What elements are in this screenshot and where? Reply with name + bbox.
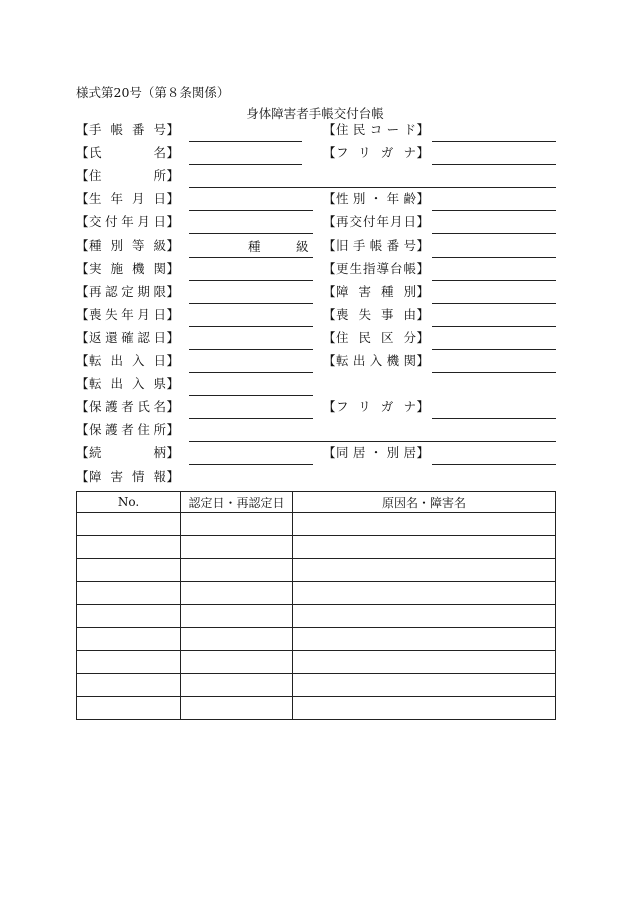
bracket-close: 】 (416, 445, 429, 461)
table-header-row (77, 492, 556, 513)
bracket-close: 】 (416, 145, 429, 161)
table-cell[interactable] (293, 628, 556, 651)
field-label-text: 生年月日 (89, 191, 166, 207)
entry-line[interactable] (189, 210, 313, 211)
field-label-text: 住民区分 (336, 329, 416, 345)
field-label-text: 同居・別居 (336, 445, 416, 461)
header-cause-disability-name: 原因名・障害名 (293, 492, 556, 513)
table-cell[interactable] (77, 513, 181, 536)
entry-line[interactable] (432, 257, 556, 258)
bracket-open: 【 (76, 283, 89, 299)
field-label-text: 種別等級 (89, 237, 166, 253)
table-cell[interactable] (293, 651, 556, 674)
entry-line[interactable] (432, 326, 556, 327)
bracket-open: 【 (323, 283, 336, 299)
bracket-close: 】 (166, 168, 179, 184)
field-label-text: 住所 (89, 168, 166, 184)
entry-line[interactable] (189, 280, 313, 281)
field-label-text: 続柄 (89, 445, 166, 461)
bracket-open: 【 (323, 260, 336, 276)
field-label (76, 213, 179, 231)
bracket-close: 】 (416, 237, 429, 253)
field-label (323, 398, 429, 416)
field-label-text: 転出入日 (89, 353, 166, 368)
grade-shu-label: 種 (248, 239, 261, 254)
bracket-open: 【 (323, 145, 336, 161)
table-cell[interactable] (181, 536, 293, 559)
bracket-close: 】 (416, 399, 429, 415)
field-label (323, 306, 429, 324)
field-label (76, 121, 179, 139)
bracket-open: 【 (76, 445, 89, 461)
table-row (77, 628, 556, 651)
bracket-open: 【 (323, 445, 336, 461)
bracket-open: 【 (323, 399, 336, 415)
entry-line[interactable] (189, 233, 313, 234)
entry-line[interactable] (432, 141, 556, 142)
table-row (77, 513, 556, 536)
bracket-open: 【 (76, 399, 89, 415)
entry-line[interactable] (189, 257, 313, 258)
field-label (76, 167, 179, 185)
entry-line[interactable] (189, 164, 302, 165)
field-label-text: 手帳番号 (89, 122, 166, 137)
bracket-close: 】 (166, 353, 179, 368)
table-cell[interactable] (293, 559, 556, 582)
field-label-text: 喪失事由 (336, 306, 416, 322)
bracket-open: 【 (76, 468, 89, 484)
field-label-text: 保護者氏名 (89, 399, 166, 415)
table-cell[interactable] (293, 674, 556, 697)
field-label-text: 交付年月日 (89, 214, 166, 230)
field-label-text: 返還確認日 (89, 329, 166, 345)
entry-line[interactable] (189, 418, 313, 419)
table-cell[interactable] (181, 605, 293, 628)
field-label-text: 実施機関 (89, 260, 166, 276)
bracket-open: 【 (76, 260, 89, 276)
field-label (323, 237, 429, 255)
bracket-open: 【 (76, 122, 89, 137)
table-row (77, 674, 556, 697)
entry-line[interactable] (189, 349, 313, 350)
bracket-close: 】 (166, 122, 179, 137)
entry-line[interactable] (432, 418, 556, 419)
entry-line[interactable] (432, 164, 556, 165)
field-label-text: 転出入機関 (336, 353, 416, 368)
table-cell[interactable] (77, 628, 181, 651)
table-cell[interactable] (181, 697, 293, 720)
table-cell[interactable] (293, 513, 556, 536)
entry-line[interactable] (189, 441, 556, 442)
field-label-text: 再認定期限 (89, 283, 166, 299)
table-row (77, 697, 556, 720)
bracket-close: 】 (416, 122, 429, 137)
table-cell[interactable] (77, 674, 181, 697)
bracket-open: 【 (323, 329, 336, 345)
bracket-close: 】 (166, 468, 179, 484)
entry-line[interactable] (189, 372, 313, 373)
header-no: No. (77, 492, 181, 513)
bracket-close: 】 (416, 329, 429, 345)
entry-line[interactable] (432, 464, 556, 465)
field-label (76, 144, 179, 162)
field-label-text: 旧手帳番号 (336, 237, 416, 253)
bracket-open: 【 (76, 353, 89, 368)
table-row (77, 582, 556, 605)
field-label-text: 転出入県 (89, 376, 166, 392)
entry-line[interactable] (432, 372, 556, 373)
bracket-close: 】 (416, 353, 429, 368)
field-label (323, 144, 429, 162)
entry-line[interactable] (189, 395, 313, 396)
field-label (323, 190, 429, 208)
bracket-open: 【 (76, 329, 89, 345)
entry-line[interactable] (432, 233, 556, 234)
table-cell[interactable] (77, 651, 181, 674)
disability-info-table (76, 491, 556, 720)
header-certification-date: 認定日・再認定日 (181, 492, 293, 513)
table-body (77, 513, 556, 720)
table-cell[interactable] (181, 628, 293, 651)
form-number: 様式第20号（第８条関係） (76, 85, 230, 100)
grade-kyu-label: 級 (296, 239, 309, 254)
field-label (76, 444, 179, 462)
field-label-text: フリガナ (336, 145, 416, 161)
table-cell[interactable] (77, 582, 181, 605)
bracket-open: 【 (323, 237, 336, 253)
entry-line[interactable] (432, 210, 556, 211)
bracket-open: 【 (76, 422, 89, 438)
bracket-open: 【 (323, 353, 336, 368)
field-label-text: 保護者住所 (89, 422, 166, 438)
field-label-text: フリガナ (336, 399, 416, 415)
bracket-open: 【 (76, 376, 89, 392)
table-cell[interactable] (77, 697, 181, 720)
field-label (323, 260, 429, 278)
bracket-open: 【 (76, 237, 89, 253)
field-label-text: 性別・年齢 (336, 191, 416, 207)
bracket-close: 】 (166, 214, 179, 230)
table-cell[interactable] (181, 513, 293, 536)
table-cell[interactable] (181, 582, 293, 605)
table-cell[interactable] (181, 651, 293, 674)
field-label-text: 障害種別 (336, 283, 416, 299)
field-label (323, 352, 429, 370)
bracket-close: 】 (416, 306, 429, 322)
entry-line[interactable] (432, 349, 556, 350)
bracket-close: 】 (416, 260, 429, 276)
field-label (323, 444, 429, 462)
bracket-open: 【 (76, 145, 89, 161)
entry-line[interactable] (432, 303, 556, 304)
entry-line[interactable] (189, 187, 556, 188)
field-label (76, 352, 179, 370)
entry-line[interactable] (189, 141, 302, 142)
form-title: 身体障害者手帳交付台帳 (246, 106, 384, 121)
entry-line[interactable] (189, 464, 313, 465)
field-label (323, 121, 429, 139)
field-label-text: 喪失年月日 (89, 306, 166, 322)
table-cell[interactable] (77, 536, 181, 559)
bracket-open: 【 (76, 214, 89, 230)
table-cell[interactable] (181, 559, 293, 582)
field-label (76, 190, 179, 208)
field-label (76, 421, 179, 439)
field-label (76, 260, 179, 278)
table-cell[interactable] (77, 605, 181, 628)
bracket-close: 】 (166, 306, 179, 322)
bracket-close: 】 (416, 283, 429, 299)
bracket-close: 】 (166, 283, 179, 299)
bracket-close: 】 (166, 445, 179, 461)
bracket-close: 】 (166, 376, 179, 392)
table-cell[interactable] (293, 536, 556, 559)
bracket-open: 【 (76, 191, 89, 207)
bracket-open: 【 (323, 306, 336, 322)
bracket-close: 】 (166, 237, 179, 253)
bracket-open: 【 (76, 306, 89, 322)
field-label (76, 398, 179, 416)
bracket-open: 【 (76, 168, 89, 184)
field-label (76, 283, 179, 301)
field-label (323, 283, 429, 301)
entry-line[interactable] (189, 303, 313, 304)
table-cell[interactable] (293, 697, 556, 720)
field-label (76, 329, 179, 347)
bracket-close: 】 (416, 214, 429, 230)
bracket-close: 】 (416, 191, 429, 207)
table-cell[interactable] (181, 674, 293, 697)
field-label-text: 更生指導台帳 (336, 260, 416, 276)
field-label (76, 237, 179, 255)
bracket-close: 】 (166, 329, 179, 345)
field-label-text: 住民コード (336, 122, 416, 137)
bracket-close: 】 (166, 191, 179, 207)
bracket-open: 【 (323, 214, 336, 230)
field-label (323, 213, 429, 231)
field-label (76, 375, 179, 393)
table-cell[interactable] (77, 559, 181, 582)
field-label-text: 再交付年月日 (336, 214, 416, 230)
field-label (76, 468, 179, 486)
table-row (77, 559, 556, 582)
table-row (77, 536, 556, 559)
bracket-open: 【 (323, 191, 336, 207)
bracket-open: 【 (323, 122, 336, 137)
entry-line[interactable] (432, 280, 556, 281)
bracket-close: 】 (166, 422, 179, 438)
bracket-close: 】 (166, 260, 179, 276)
table-cell[interactable] (293, 582, 556, 605)
field-label (76, 306, 179, 324)
entry-line[interactable] (189, 326, 313, 327)
bracket-close: 】 (166, 399, 179, 415)
bracket-close: 】 (166, 145, 179, 161)
table-row (77, 651, 556, 674)
table-row (77, 605, 556, 628)
table-cell[interactable] (293, 605, 556, 628)
field-label-text: 氏名 (89, 145, 166, 161)
field-label-text: 障害情報 (89, 468, 166, 484)
field-label (323, 329, 429, 347)
